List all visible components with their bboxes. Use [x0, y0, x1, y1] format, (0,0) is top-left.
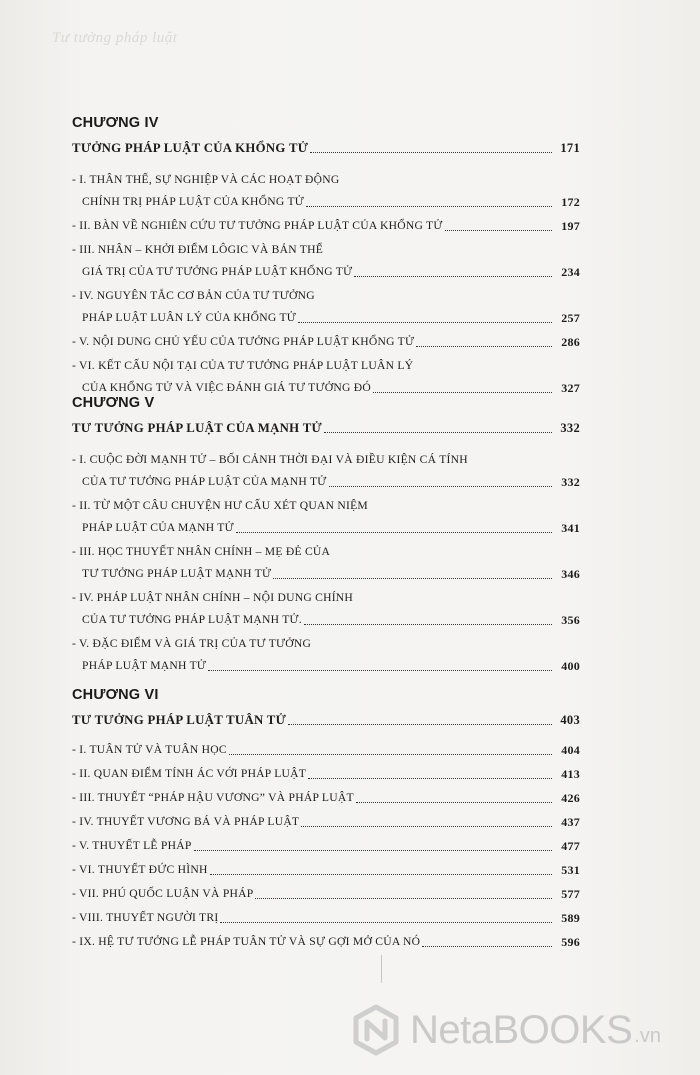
- entry-line: - IV. NGUYÊN TẮC CƠ BẢN CỦA TƯ TƯỞNG: [72, 289, 315, 302]
- page-number: 596: [561, 935, 580, 949]
- entry-line: CỦA KHỔNG TỬ VÀ VIỆC ĐÁNH GIÁ TƯ TƯỞNG ĐÓ: [82, 381, 371, 394]
- chapter-title: TƯ TƯỞNG PHÁP LUẬT TUÂN TỬ: [72, 713, 287, 727]
- entry-line: PHÁP LUẬT CỦA MẠNH TỬ: [82, 521, 234, 534]
- dot-leader: [422, 946, 552, 947]
- page-number: 234: [561, 265, 580, 279]
- dot-leader: [210, 874, 552, 875]
- entry-line: PHÁP LUẬT MẠNH TỬ: [82, 659, 207, 672]
- chapter-title-row[interactable]: [72, 414, 580, 438]
- toc-entry[interactable]: [72, 448, 580, 492]
- page-number: 172: [561, 195, 580, 209]
- toc-entry[interactable]: [72, 238, 580, 282]
- dot-leader: [310, 152, 552, 153]
- page-number: 197: [561, 219, 580, 233]
- page-number: 426: [561, 791, 580, 805]
- toc-entry[interactable]: [72, 214, 580, 236]
- page-number: 437: [561, 815, 580, 829]
- page-number: 346: [561, 567, 580, 581]
- page-number: 589: [561, 911, 580, 925]
- watermark-suffix: .vn: [634, 1025, 661, 1047]
- chapter-iv: [72, 112, 580, 398]
- chapter-title-row[interactable]: [72, 706, 580, 730]
- toc-entry[interactable]: [72, 168, 580, 212]
- entry-line: - I. CUỘC ĐỜI MẠNH TỬ – BỐI CẢNH THỜI ĐẠI VÀ ĐIỀU KIỆN CÁ TÍNH: [72, 453, 468, 466]
- page-number: 257: [561, 311, 580, 325]
- entry-line: - V. NỘI DUNG CHỦ YẾU CỦA TƯỞNG PHÁP LUẬT KHỔNG TỬ: [72, 335, 415, 348]
- page-number: 413: [561, 767, 580, 781]
- running-header: Tư tưởng pháp luật: [52, 30, 178, 46]
- page-number: 404: [561, 743, 580, 757]
- chapter-title-row[interactable]: [72, 134, 580, 158]
- dot-leader: [306, 206, 552, 207]
- dot-leader: [354, 276, 552, 277]
- chapter-label: CHƯƠNG VI: [72, 687, 159, 703]
- page-number: 332: [560, 421, 580, 435]
- page-number: 477: [561, 839, 580, 853]
- entry-line: - II. QUAN ĐIỂM TÍNH ÁC VỚI PHÁP LUẬT: [72, 767, 307, 780]
- dot-leader: [229, 754, 552, 755]
- chapter-v: [72, 392, 580, 676]
- entry-line: - IX. HỆ TƯ TƯỞNG LỄ PHÁP TUÂN TỬ VÀ SỰ GỢI MỞ CỦA NÓ: [72, 935, 421, 948]
- entry-line: - VIII. THUYẾT NGƯỜI TRỊ: [72, 911, 219, 924]
- dot-leader: [273, 578, 552, 579]
- entry-line: - II. TỪ MỘT CÂU CHUYỆN HƯ CẤU XÉT QUAN NIỆM: [72, 499, 368, 512]
- page-crease: [381, 955, 382, 983]
- toc-entry[interactable]: [72, 586, 580, 630]
- toc-entry[interactable]: [72, 786, 580, 808]
- watermark-brand: NetaBOOKS: [410, 1007, 633, 1052]
- dot-leader: [308, 778, 552, 779]
- toc-entry[interactable]: [72, 858, 580, 880]
- dot-leader: [194, 850, 552, 851]
- entry-line: TƯ TƯỞNG PHÁP LUẬT MẠNH TỬ: [82, 567, 272, 580]
- page-number: 577: [561, 887, 580, 901]
- dot-leader: [288, 724, 552, 725]
- page-number: 327: [561, 381, 580, 395]
- entry-line: CỦA TƯ TƯỞNG PHÁP LUẬT MẠNH TỬ.: [82, 613, 302, 626]
- entry-line: - VI. KẾT CẤU NỘI TẠI CỦA TƯ TƯỞNG PHÁP LUẬT LUÂN LÝ: [72, 359, 414, 372]
- entry-line: - IV. PHÁP LUẬT NHÂN CHÍNH – NỘI DUNG CHÍNH: [72, 591, 354, 604]
- toc-entry[interactable]: [72, 738, 580, 760]
- entry-line: PHÁP LUẬT LUÂN LÝ CỦA KHỔNG TỬ: [82, 311, 297, 324]
- dot-leader: [255, 898, 552, 899]
- dot-leader: [220, 922, 552, 923]
- entry-line: - III. THUYẾT “PHÁP HẬU VƯƠNG” VÀ PHÁP LUẬT: [72, 791, 354, 804]
- chapter-title: TƯỞNG PHÁP LUẬT CỦA KHỔNG TỬ: [72, 141, 309, 155]
- dot-leader: [301, 826, 552, 827]
- toc-entry[interactable]: [72, 540, 580, 584]
- page-number: 332: [561, 475, 580, 489]
- page-number: 403: [560, 713, 580, 727]
- toc-entry[interactable]: [72, 810, 580, 832]
- dot-leader: [356, 802, 552, 803]
- entry-line: CỦA TƯ TƯỞNG PHÁP LUẬT CỦA MẠNH TỬ: [82, 475, 327, 488]
- dot-leader: [416, 346, 552, 347]
- dot-leader: [329, 486, 552, 487]
- toc-entry[interactable]: [72, 494, 580, 538]
- entry-line: - IV. THUYẾT VƯƠNG BÁ VÀ PHÁP LUẬT: [72, 815, 300, 828]
- entry-line: - VII. PHÚ QUỐC LUẬN VÀ PHÁP: [72, 887, 254, 900]
- toc-entry[interactable]: [72, 284, 580, 328]
- dot-leader: [324, 432, 552, 433]
- dot-leader: [445, 230, 552, 231]
- watermark-logo: [350, 998, 690, 1062]
- entry-line: - V. ĐẶC ĐIỂM VÀ GIÁ TRỊ CỦA TƯ TƯỞNG: [72, 637, 312, 650]
- chapter-vi: [72, 684, 580, 952]
- dot-leader: [304, 624, 552, 625]
- toc-entry[interactable]: [72, 330, 580, 352]
- toc-entry[interactable]: [72, 930, 580, 952]
- toc-entry[interactable]: [72, 632, 580, 676]
- chapter-title: TƯ TƯỞNG PHÁP LUẬT CỦA MẠNH TỬ: [72, 421, 323, 435]
- toc-entry[interactable]: [72, 834, 580, 856]
- dot-leader: [236, 532, 552, 533]
- dot-leader: [208, 670, 552, 671]
- entry-line: - I. THÂN THẾ, SỰ NGHIỆP VÀ CÁC HOẠT ĐỘNG: [72, 173, 340, 186]
- dot-leader: [298, 322, 552, 323]
- page-number: 400: [561, 659, 580, 673]
- entry-line: - III. NHÂN – KHỞI ĐIỂM LÔGIC VÀ BẢN THỂ: [72, 243, 324, 256]
- netabooks-logo-icon: [350, 1004, 402, 1056]
- chapter-label: CHƯƠNG V: [72, 395, 155, 411]
- page-number: 171: [560, 141, 580, 155]
- entry-line: CHÍNH TRỊ PHÁP LUẬT CỦA KHỔNG TỬ: [82, 195, 305, 208]
- page-number: 286: [561, 335, 580, 349]
- page-number: 341: [561, 521, 580, 535]
- entry-line: - III. HỌC THUYẾT NHÂN CHÍNH – MẸ ĐẺ CỦA: [72, 545, 331, 558]
- toc-entry[interactable]: [72, 762, 580, 784]
- entry-line: - VI. THUYẾT ĐỨC HÌNH: [72, 863, 208, 876]
- page-number: 531: [561, 863, 580, 877]
- toc-entry[interactable]: [72, 906, 580, 928]
- entry-line: - II. BÀN VỀ NGHIÊN CỨU TƯ TƯỞNG PHÁP LUẬT CỦA KHỔNG TỬ: [72, 219, 443, 232]
- entry-line: - V. THUYẾT LỄ PHÁP: [72, 839, 192, 852]
- page-number: 356: [561, 613, 580, 627]
- entry-line: GIÁ TRỊ CỦA TƯ TƯỞNG PHÁP LUẬT KHỔNG TỬ: [82, 265, 353, 278]
- chapter-label: CHƯƠNG IV: [72, 115, 159, 131]
- toc-entry[interactable]: [72, 882, 580, 904]
- entry-line: - I. TUÂN TỬ VÀ TUÂN HỌC: [72, 743, 227, 756]
